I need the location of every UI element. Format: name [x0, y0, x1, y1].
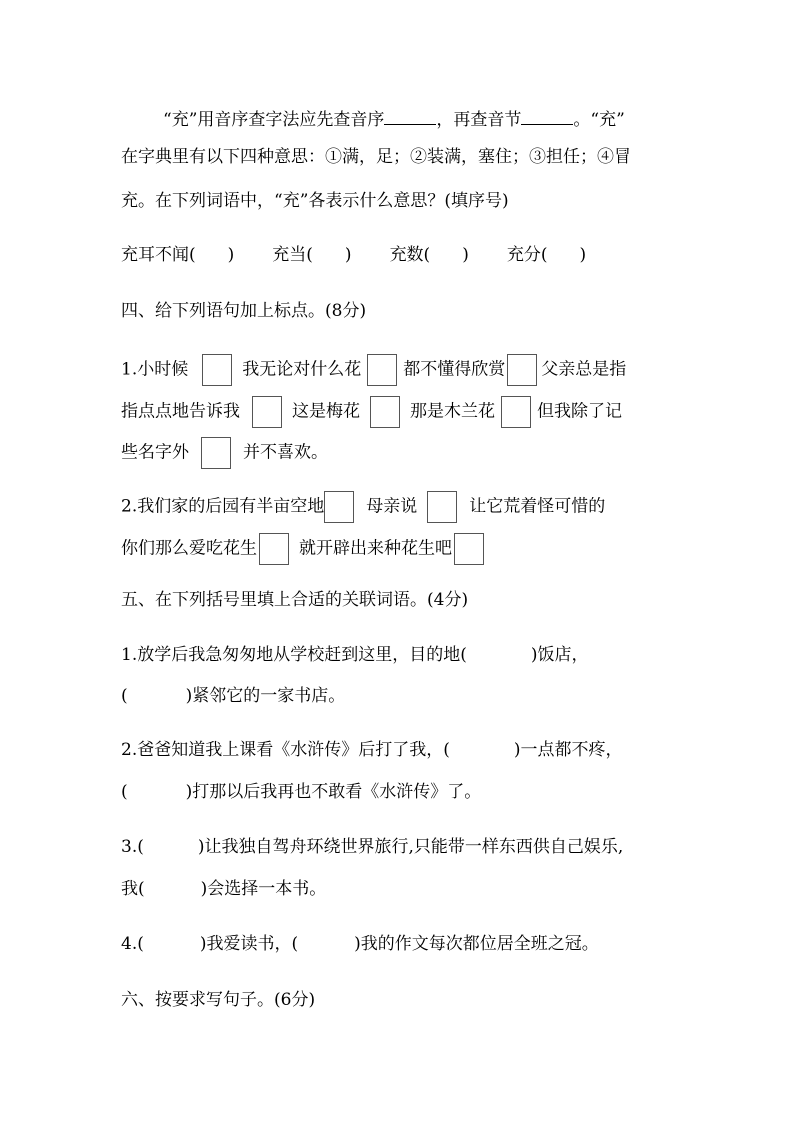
- text-segment: (: [121, 686, 128, 706]
- word-item: 充数(: [389, 245, 431, 265]
- text-segment: 你们那么爱吃花生: [121, 538, 257, 559]
- part3-line1: [163, 106, 625, 130]
- punctuation-box[interactable]: [259, 533, 289, 565]
- part3-words: [121, 243, 586, 267]
- part4-line1: [121, 354, 626, 378]
- text-segment: 。“充”: [573, 110, 625, 130]
- text-segment: 但我除了记: [537, 401, 622, 422]
- part5-q2-line2: [121, 780, 481, 804]
- punctuation-box[interactable]: [202, 354, 232, 386]
- part5-q1-line2: [121, 684, 345, 708]
- text-segment: 1.小时候: [121, 359, 189, 380]
- paren-close: ): [227, 245, 235, 265]
- text-segment: (: [121, 782, 128, 802]
- punctuation-box[interactable]: [507, 354, 537, 386]
- text-segment: ，再查音节: [436, 110, 522, 130]
- text-segment: 父亲总是指: [541, 359, 627, 380]
- text-segment: 2.爸爸知道我上课看《水浒传》后打了我，(: [121, 740, 450, 760]
- punctuation-box[interactable]: [370, 396, 400, 428]
- text-segment: )紧邻它的一家书店。: [185, 686, 346, 706]
- punctuation-box[interactable]: [501, 396, 531, 428]
- punctuation-box[interactable]: [367, 354, 397, 386]
- part5-q4: [121, 932, 599, 956]
- text-segment: 就开辟出来种花生吧: [299, 538, 452, 559]
- text-segment: 指点点地告诉我: [121, 401, 240, 422]
- part3-line3: 充。在下列词语中，“充”各表示什么意思？(填序号): [121, 191, 509, 211]
- text-segment: 4.(: [121, 934, 144, 954]
- text-segment: 并不喜欢。: [243, 442, 328, 463]
- text-segment: )打那以后我再也不敢看《水浒传》了。: [185, 782, 482, 802]
- part4-line4: [121, 491, 605, 515]
- word-item: 充耳不闻(: [121, 245, 196, 265]
- paren-close: ): [344, 245, 352, 265]
- fill-blank[interactable]: [384, 106, 436, 125]
- text-segment: 些名字外: [121, 442, 189, 463]
- part5-q3-line1: [121, 835, 623, 859]
- part4-line2: [121, 396, 622, 420]
- text-segment: 母亲说: [366, 496, 418, 517]
- text-segment: 1.放学后我急匆匆地从学校赶到这里，目的地(: [121, 645, 467, 665]
- punctuation-box[interactable]: [427, 491, 457, 523]
- part4-line5: [121, 533, 488, 557]
- text-segment: 都不懂得欣赏: [403, 359, 506, 380]
- section-heading: 四、给下列语句加上标点。(8分): [121, 301, 367, 321]
- text-segment: 3.(: [121, 837, 144, 857]
- punctuation-box[interactable]: [201, 437, 231, 469]
- part5-q1-line1: [121, 643, 589, 667]
- text-segment: )我的作文每次都位居全班之冠。: [354, 934, 599, 954]
- fill-blank[interactable]: [521, 106, 573, 125]
- text-segment: “充”用音序查字法应先查音序: [163, 110, 385, 130]
- text-segment: )饭店，: [530, 645, 589, 665]
- part5-q3-line2: [121, 877, 326, 901]
- punctuation-box[interactable]: [324, 491, 354, 523]
- text-segment: 我(: [121, 879, 145, 899]
- punctuation-box[interactable]: [454, 533, 484, 565]
- text-segment: 那是木兰花: [410, 401, 495, 422]
- section-heading: 五、在下列括号里填上合适的关联词语。(4分): [121, 590, 469, 610]
- word-item: 充当(: [272, 245, 313, 265]
- text-segment: )一点都不疼，: [513, 740, 623, 760]
- text-segment: )我爱读书，(: [199, 934, 299, 954]
- text-segment: )会选择一本书。: [200, 879, 327, 899]
- text-segment: 2.我们家的后园有半亩空地: [121, 496, 325, 517]
- part4-line3: [121, 437, 328, 461]
- text-segment: 我无论对什么花: [242, 359, 362, 380]
- part5-q2-line1: [121, 738, 623, 762]
- word-item: 充分(: [506, 245, 548, 265]
- paren-close: ): [579, 245, 587, 265]
- text-segment: )让我独自驾舟环绕世界旅行,只能带一样东西供自己娱乐,: [197, 837, 624, 857]
- text-segment: 这是梅花: [292, 401, 360, 422]
- paren-close: ): [462, 245, 469, 265]
- part3-line2: 在字典里有以下四种意思：①满，足；②装满，塞住；③担任；④冒: [121, 147, 631, 167]
- section-heading: 六、按要求写句子。(6分): [121, 990, 316, 1010]
- text-segment: 让它荒着怪可惜的: [469, 496, 606, 517]
- punctuation-box[interactable]: [252, 396, 282, 428]
